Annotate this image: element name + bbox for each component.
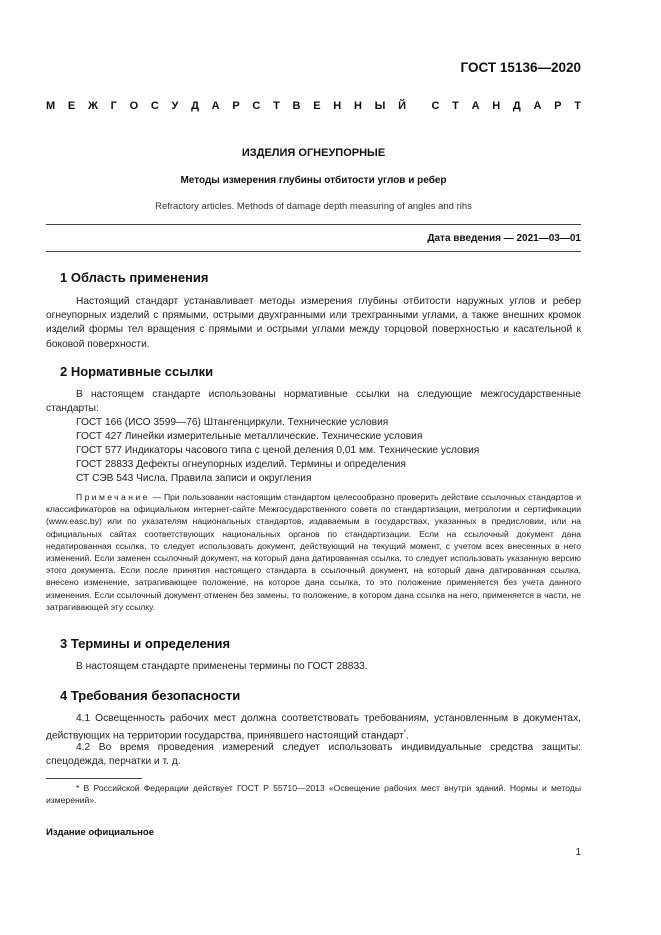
banner-letter: Д [512,100,521,112]
section-1-heading: 1 Область применения [60,270,209,285]
banner-letter: Р [554,100,562,112]
document-title: ИЗДЕЛИЯ ОГНЕУПОРНЫЕ [241,147,386,159]
footnote: * В Российской Федерации действует ГОСТ Р 55710—2013 «Освещение рабочих мест внутри зданий. Нормы и методы измерений». [46,783,581,806]
banner-letter: В [292,100,301,112]
banner-letter: Т [452,100,459,112]
reference-item: ГОСТ 166 (ИСО 3599—76) Штангенциркули. Технические условия [76,417,389,428]
footnote-divider [46,778,142,779]
section-4-1-text [46,712,581,744]
note-label: Примечание [76,492,150,502]
banner-letter: Н [353,100,362,112]
official-edition-label: Издание официальное [46,827,154,838]
banner-letter: Т [574,100,581,112]
banner-letter: М [46,100,56,112]
reference-item: СТ СЭВ 543 Числа. Правила записи и округления [76,473,312,484]
footnote-mark[interactable]: * [403,730,407,737]
section-4-heading: 4 Требования безопасности [60,688,241,703]
banner-letter: Г [110,100,117,112]
banner-letter: Е [313,100,321,112]
document-subtitle: Методы измерения глубины отбитости углов и ребер [180,175,447,186]
note-text: — При пользовании настоящим стандартом целесообразно проверить действие ссылочных стандартов и классификаторов на официальном интернет-сайте Межгосударственного совета по стандартизации, метрологии и сертификации (www.easc.by) или по указателям национальных стандартов, издаваемым в государствах, указанных в предисловии, или на официальных сайтах соответствующих национальных органов по стандартизации. Если на ссылочный документ дана недатированная ссылка, то следует использовать документ, действующий на текущий момент, с учетом всех внесенных в него изменений. Если заменен ссылочный документ, на который дана датированная ссылка, то следует использовать указанную версию этого документа. Если после принятия настоящего стандарта в ссылочный документ, на который дана датированная ссылка, внесено изменение, затрагивающее положение, на которое дана ссылка, то это положение применяется без учета данного изменения. Если ссылочный документ отменен без замены, то положение, в котором дана ссылка на него, применяется в части, не затрагивающей эту ссылку. [46,492,581,612]
banner-letter: Й [398,100,407,112]
section-4-1-body: 4.1 Освещенность рабочих мест должна соответствовать требованиям, установленным в документах, действующих на территории государства, принявшего настоящий стандарт [46,713,581,742]
banner-letter: С [150,100,159,112]
banner-letter: С [431,100,440,112]
banner-letter: Н [492,100,501,112]
banner-letter: Н [333,100,342,112]
introduction-date: Дата введения — 2021—03—01 [427,233,581,244]
banner-letter: А [471,100,480,112]
banner-letter: С [252,100,261,112]
section-2-heading: 2 Нормативные ссылки [60,364,214,379]
interstate-standard-banner [46,100,581,112]
banner-letter: О [129,100,139,112]
banner-letter: Т [273,100,280,112]
english-title: Refractory articles. Methods of damage depth measuring of angles and rihs [155,201,472,212]
banner-letter: Ы [374,100,386,112]
banner-letter: Д [191,100,199,112]
banner-letter: Е [67,100,76,112]
section-3-text: В настоящем стандарте применены термины по ГОСТ 28833. [76,661,368,672]
page-number: 1 [575,847,581,858]
section-4-2-text: 4.2 Во время проведения измерений следует использовать индивидуальные средства защиты: спецодежда, перчатки и т. д. [46,742,581,768]
reference-item: ГОСТ 28833 Дефекты огнеупорных изделий. Термины и определения [76,459,406,470]
standard-code: ГОСТ 15136—2020 [460,60,581,75]
banner-letter: У [171,100,179,112]
reference-item: ГОСТ 577 Индикаторы часового типа с ценой деления 0,01 мм. Технические условия [76,445,480,456]
banner-letter: Ж [87,100,98,112]
reference-note [46,491,581,613]
section-3-heading: 3 Термины и определения [60,636,231,651]
section-1-text: Настоящий стандарт устанавливает методы измерения глубины отбитости наружных углов и ребер огнеупорных изделий с прямыми, острыми двухгранными или трехгранными углами, а также внешних кромок изделий формы тел вращения с прямыми и острыми углами между торцовой поверхностью и касательной к боковой поверхности. [46,296,581,350]
title-divider-bottom [46,251,581,252]
title-divider-top [46,224,581,225]
reference-item: ГОСТ 427 Линейки измерительные металлические. Технические условия [76,431,423,442]
banner-letter: Р [232,100,240,112]
banner-letter: А [533,100,542,112]
banner-letter: А [211,100,220,112]
section-2-text: В настоящем стандарте использованы нормативные ссылки на следующие межгосударственные стандарты: [46,389,581,415]
section-4-1-end: . [406,730,409,742]
